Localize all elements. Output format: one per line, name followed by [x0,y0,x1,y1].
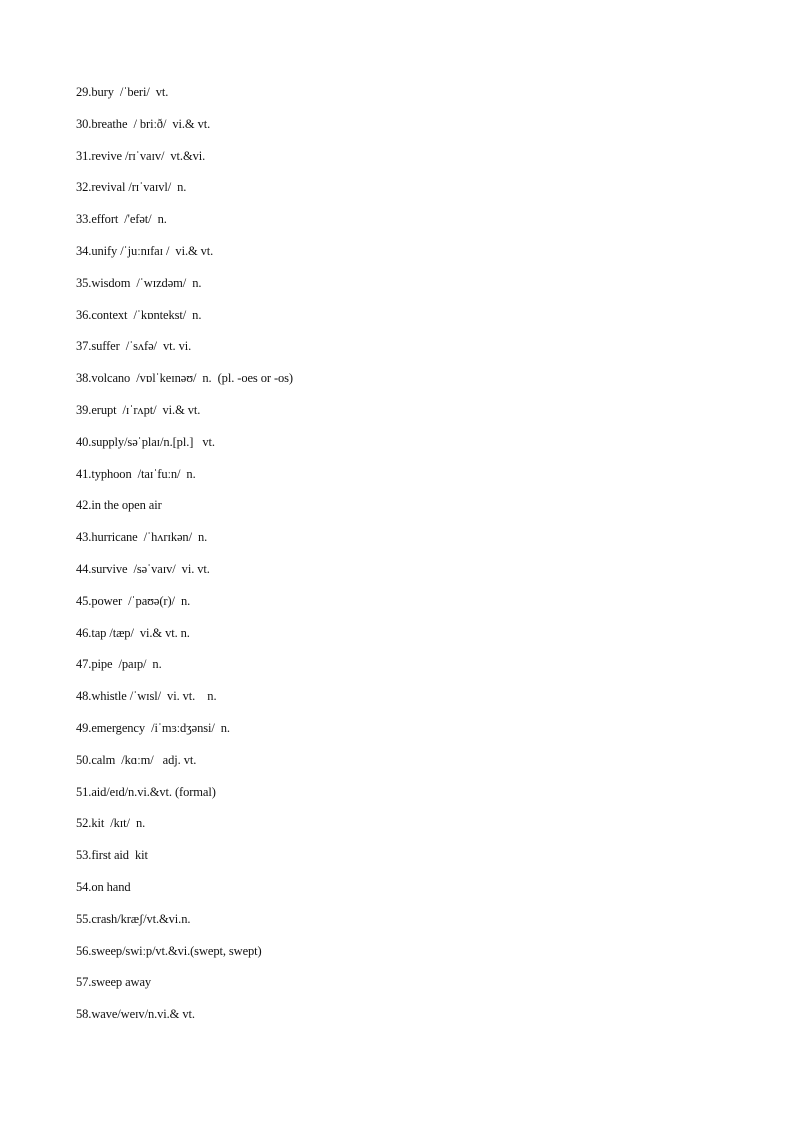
vocab-item-text: 51.aid/eɪd/n. [76,784,138,799]
vocab-item-text: 53.first aid kit [76,848,157,863]
vocab-item-text: 52.kit /kɪt/ n. [76,816,149,831]
vocab-item [76,592,766,624]
vocab-item-text: 45.power /ˈpaʊə(r)/ n. [76,593,194,608]
vocab-item [76,528,766,560]
vocab-item [76,560,766,592]
vocab-item-text: 49.emergency /iˈmɜːdʒənsi/ n. [76,720,233,735]
vocab-item-text: 42.in the open air [76,498,171,513]
vocab-item-text: vi. [178,339,195,354]
vocab-item-text: 57.sweep away [76,975,155,990]
vocab-item-text: 31.revive /rɪˈvaɪv/ vt.&vi. [76,148,209,163]
vocab-item-text: n. [180,625,193,640]
vocab-item [76,719,766,751]
vocab-item [76,687,766,719]
vocab-item-text: [pl.] [172,434,197,449]
vocabulary-list [76,83,766,1037]
vocab-item [76,210,766,242]
vocab-item [76,83,766,115]
vocab-item-text: n. [181,911,194,926]
vocab-item [76,306,766,338]
vocab-item-text: 41.typhoon /taɪˈfuːn/ n. [76,466,199,481]
vocab-item [76,147,766,179]
vocab-item [76,973,766,1005]
vocab-item-text: vi.& vt. [157,1007,198,1022]
vocab-item-text: 32.revival /rɪˈvaɪvl/ n. [76,180,190,195]
vocab-item-text: 36.context /ˈkɒntekst/ n. [76,307,205,322]
vocab-item [76,846,766,878]
vocab-item-text: 38.volcano /vɒlˈkeɪnəʊ/ n. (pl. -oes or -os) [76,371,297,386]
vocab-item [76,465,766,497]
vocab-item [76,942,766,974]
vocab-item [76,878,766,910]
vocab-item [76,274,766,306]
vocab-item-text: 37.suffer /ˈsʌfə/ vt. [76,339,179,354]
vocab-item-text: 58.wave/weɪv/n. [76,1007,158,1022]
vocab-item-text: 56.sweep/swiːp/vt.&vi.(swept, swept) [76,943,265,958]
vocab-item [76,910,766,942]
vocab-item-text: vt. [197,561,213,576]
vocab-item [76,433,766,465]
vocab-item [76,814,766,846]
vocab-item-text: 54.on hand [76,879,134,894]
vocab-item [76,1005,766,1037]
vocab-item-text: 47.pipe /paɪp/ n. [76,657,165,672]
vocab-item-text: 33.effort /'efət/ n. [76,212,170,227]
vocab-item-text: 48.whistle /ˈwɪsl/ vi. [76,689,183,704]
vocab-item-text: 39.erupt /ɪˈrʌpt/ vi.& vt. [76,402,204,417]
vocab-item-text: vt. [196,434,218,449]
vocab-item-text: vi.&vt. (formal) [137,784,219,799]
vocab-item [76,337,766,369]
vocab-item-text: 40.supply/səˈplaɪ/n. [76,434,173,449]
vocab-item [76,655,766,687]
vocab-item-text: 55.crash/kræʃ/vt.&vi. [76,911,182,926]
vocab-item-text: 34.unify /ˈjuːnɪfaɪ / vi.& vt. [76,243,217,258]
vocab-item [76,115,766,147]
vocab-item [76,242,766,274]
vocab-item [76,496,766,528]
vocab-item-text: 46.tap /tæp/ vi.& vt. [76,625,181,640]
vocab-item-text: 44.survive /səˈvaɪv/ vi. [76,561,198,576]
vocab-item [76,369,766,401]
vocab-item-text: 35.wisdom /ˈwɪzdəm/ n. [76,275,205,290]
vocab-item [76,401,766,433]
vocab-item-text: 30.breathe / briːð/ vi.& vt. [76,116,214,131]
vocab-item [76,624,766,656]
vocab-item-text: 43.hurricane /ˈhʌrɪkən/ n. [76,530,214,545]
vocab-item [76,178,766,210]
vocab-item [76,783,766,815]
vocab-item-text: 50.calm /kɑːm/ adj. [76,752,184,767]
vocab-item-text: vt. [183,752,200,767]
vocab-item-text: n. [198,689,220,704]
vocab-item-text: 29.bury /ˈberi/ vt. [76,85,175,99]
vocab-item-text: vt. [182,689,199,704]
vocab-item [76,751,766,783]
